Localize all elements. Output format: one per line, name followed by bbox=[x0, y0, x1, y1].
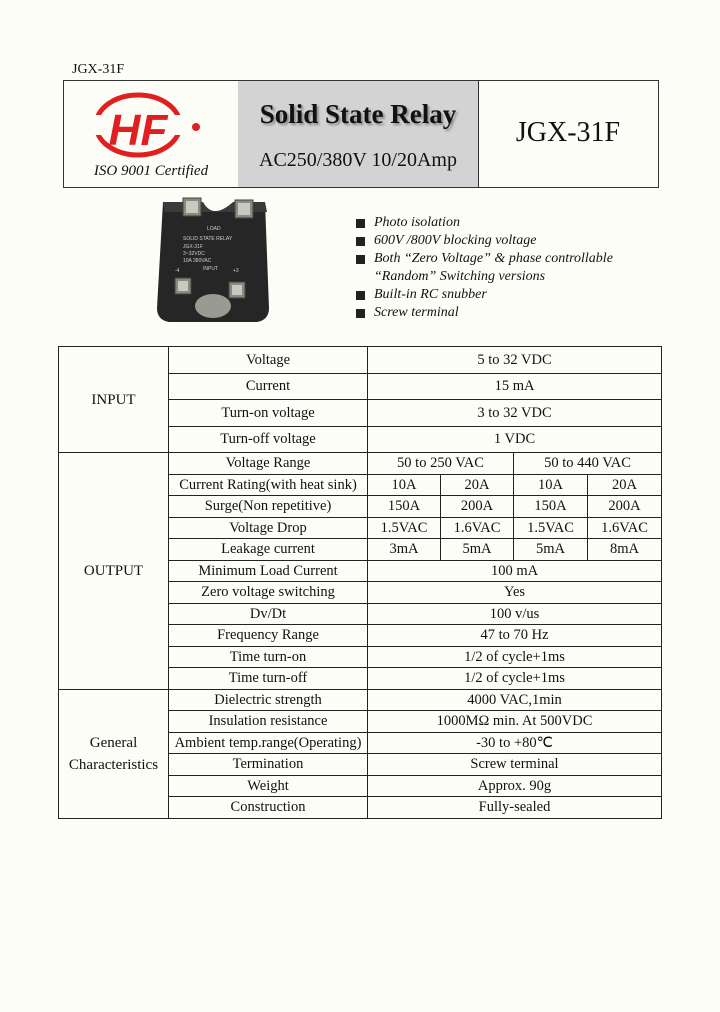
value-cell: 20A bbox=[441, 474, 514, 496]
value-cell: 50 to 440 VAC bbox=[514, 453, 662, 475]
value-cell: 150A bbox=[368, 496, 441, 518]
group-input: INPUT bbox=[59, 347, 169, 453]
group-general: General Characteristics bbox=[59, 689, 169, 818]
table-row bbox=[59, 347, 662, 374]
param-cell: Weight bbox=[169, 775, 368, 797]
feature-item: 600V /800V blocking voltage bbox=[356, 232, 613, 250]
param-cell: Zero voltage switching bbox=[169, 582, 368, 604]
label-brand: SOLID STATE RELAY bbox=[183, 236, 233, 242]
value-cell: 5mA bbox=[441, 539, 514, 561]
header-box bbox=[63, 80, 659, 188]
group-output: OUTPUT bbox=[59, 453, 169, 690]
label-minus: -4 bbox=[175, 268, 180, 274]
param-cell: Construction bbox=[169, 797, 368, 819]
param-cell: Leakage current bbox=[169, 539, 368, 561]
param-cell: Time turn-off bbox=[169, 668, 368, 690]
value-cell: 5 to 32 VDC bbox=[368, 347, 662, 374]
model-number: JGX-31F bbox=[515, 117, 621, 148]
feature-item: Both “Zero Voltage” & phase controllable “Random” Switching versions bbox=[356, 250, 613, 286]
logo-cell bbox=[64, 81, 239, 187]
param-cell: Voltage Range bbox=[169, 453, 368, 475]
label-model: JGX-31F bbox=[183, 244, 204, 250]
value-cell: 1 VDC bbox=[368, 426, 662, 453]
feature-item: Screw terminal bbox=[356, 304, 613, 322]
value-cell: Fully-sealed bbox=[368, 797, 662, 819]
value-cell: 1.5VAC bbox=[368, 517, 441, 539]
value-cell: Approx. 90g bbox=[368, 775, 662, 797]
feature-list bbox=[356, 214, 613, 322]
product-title: Solid State Relay bbox=[259, 99, 457, 129]
table-row bbox=[59, 689, 662, 711]
param-cell: Dv/Dt bbox=[169, 603, 368, 625]
logo-letters: HF bbox=[108, 106, 168, 155]
label-rating: 10A 380VAC bbox=[183, 258, 212, 264]
value-cell: Yes bbox=[368, 582, 662, 604]
label-load: LOAD bbox=[207, 226, 221, 232]
value-cell: 1.6VAC bbox=[588, 517, 662, 539]
value-cell: 1.5VAC bbox=[514, 517, 588, 539]
value-cell: 20A bbox=[588, 474, 662, 496]
value-cell: 1/2 of cycle+1ms bbox=[368, 646, 662, 668]
param-cell: Voltage bbox=[169, 347, 368, 374]
param-cell: Ambient temp.range(Operating) bbox=[169, 732, 368, 754]
param-cell: Current bbox=[169, 373, 368, 400]
value-cell: 10A bbox=[368, 474, 441, 496]
iso-certification: ISO 9001 Certified bbox=[93, 163, 209, 179]
product-rating: AC250/380V 10/20Amp bbox=[259, 149, 457, 171]
value-cell: 4000 VAC,1min bbox=[368, 689, 662, 711]
value-cell: 8mA bbox=[588, 539, 662, 561]
value-cell: 47 to 70 Hz bbox=[368, 625, 662, 647]
param-cell: Surge(Non repetitive) bbox=[169, 496, 368, 518]
hf-logo bbox=[92, 87, 212, 163]
value-cell: 3mA bbox=[368, 539, 441, 561]
param-cell: Time turn-on bbox=[169, 646, 368, 668]
bullet-icon bbox=[356, 291, 365, 300]
document-code: JGX-31F bbox=[72, 62, 125, 77]
value-cell: 1000MΩ min. At 500VDC bbox=[368, 711, 662, 733]
param-cell: Insulation resistance bbox=[169, 711, 368, 733]
value-cell: 100 v/us bbox=[368, 603, 662, 625]
relay-photo bbox=[155, 196, 275, 326]
param-cell: Turn-on voltage bbox=[169, 400, 368, 427]
bullet-icon bbox=[356, 237, 365, 246]
value-cell: 3 to 32 VDC bbox=[368, 400, 662, 427]
value-cell: 1.6VAC bbox=[441, 517, 514, 539]
value-cell: 50 to 250 VAC bbox=[368, 453, 514, 475]
bullet-icon bbox=[356, 309, 365, 318]
value-cell: 200A bbox=[441, 496, 514, 518]
value-cell: 100 mA bbox=[368, 560, 662, 582]
value-cell: 15 mA bbox=[368, 373, 662, 400]
value-cell: Screw terminal bbox=[368, 754, 662, 776]
label-plus: +3 bbox=[233, 268, 239, 274]
label-input-range: 3~32VDC bbox=[183, 251, 205, 257]
param-cell: Minimum Load Current bbox=[169, 560, 368, 582]
label-input: INPUT bbox=[203, 266, 218, 272]
param-cell: Current Rating(with heat sink) bbox=[169, 474, 368, 496]
value-cell: 1/2 of cycle+1ms bbox=[368, 668, 662, 690]
param-cell: Voltage Drop bbox=[169, 517, 368, 539]
feature-continuation: “Random” Switching versions bbox=[374, 269, 546, 284]
param-cell: Turn-off voltage bbox=[169, 426, 368, 453]
value-cell: 5mA bbox=[514, 539, 588, 561]
table-row bbox=[59, 453, 662, 475]
feature-item: Built-in RC snubber bbox=[356, 286, 613, 304]
param-cell: Dielectric strength bbox=[169, 689, 368, 711]
param-cell: Frequency Range bbox=[169, 625, 368, 647]
value-cell: 200A bbox=[588, 496, 662, 518]
feature-item: Photo isolation bbox=[356, 214, 613, 232]
param-cell: Termination bbox=[169, 754, 368, 776]
bullet-icon bbox=[356, 219, 365, 228]
bullet-icon bbox=[356, 255, 365, 264]
spec-table bbox=[58, 346, 662, 819]
value-cell: 10A bbox=[514, 474, 588, 496]
value-cell: -30 to +80℃ bbox=[368, 732, 662, 754]
title-cell bbox=[238, 81, 479, 187]
model-cell bbox=[478, 81, 658, 187]
value-cell: 150A bbox=[514, 496, 588, 518]
